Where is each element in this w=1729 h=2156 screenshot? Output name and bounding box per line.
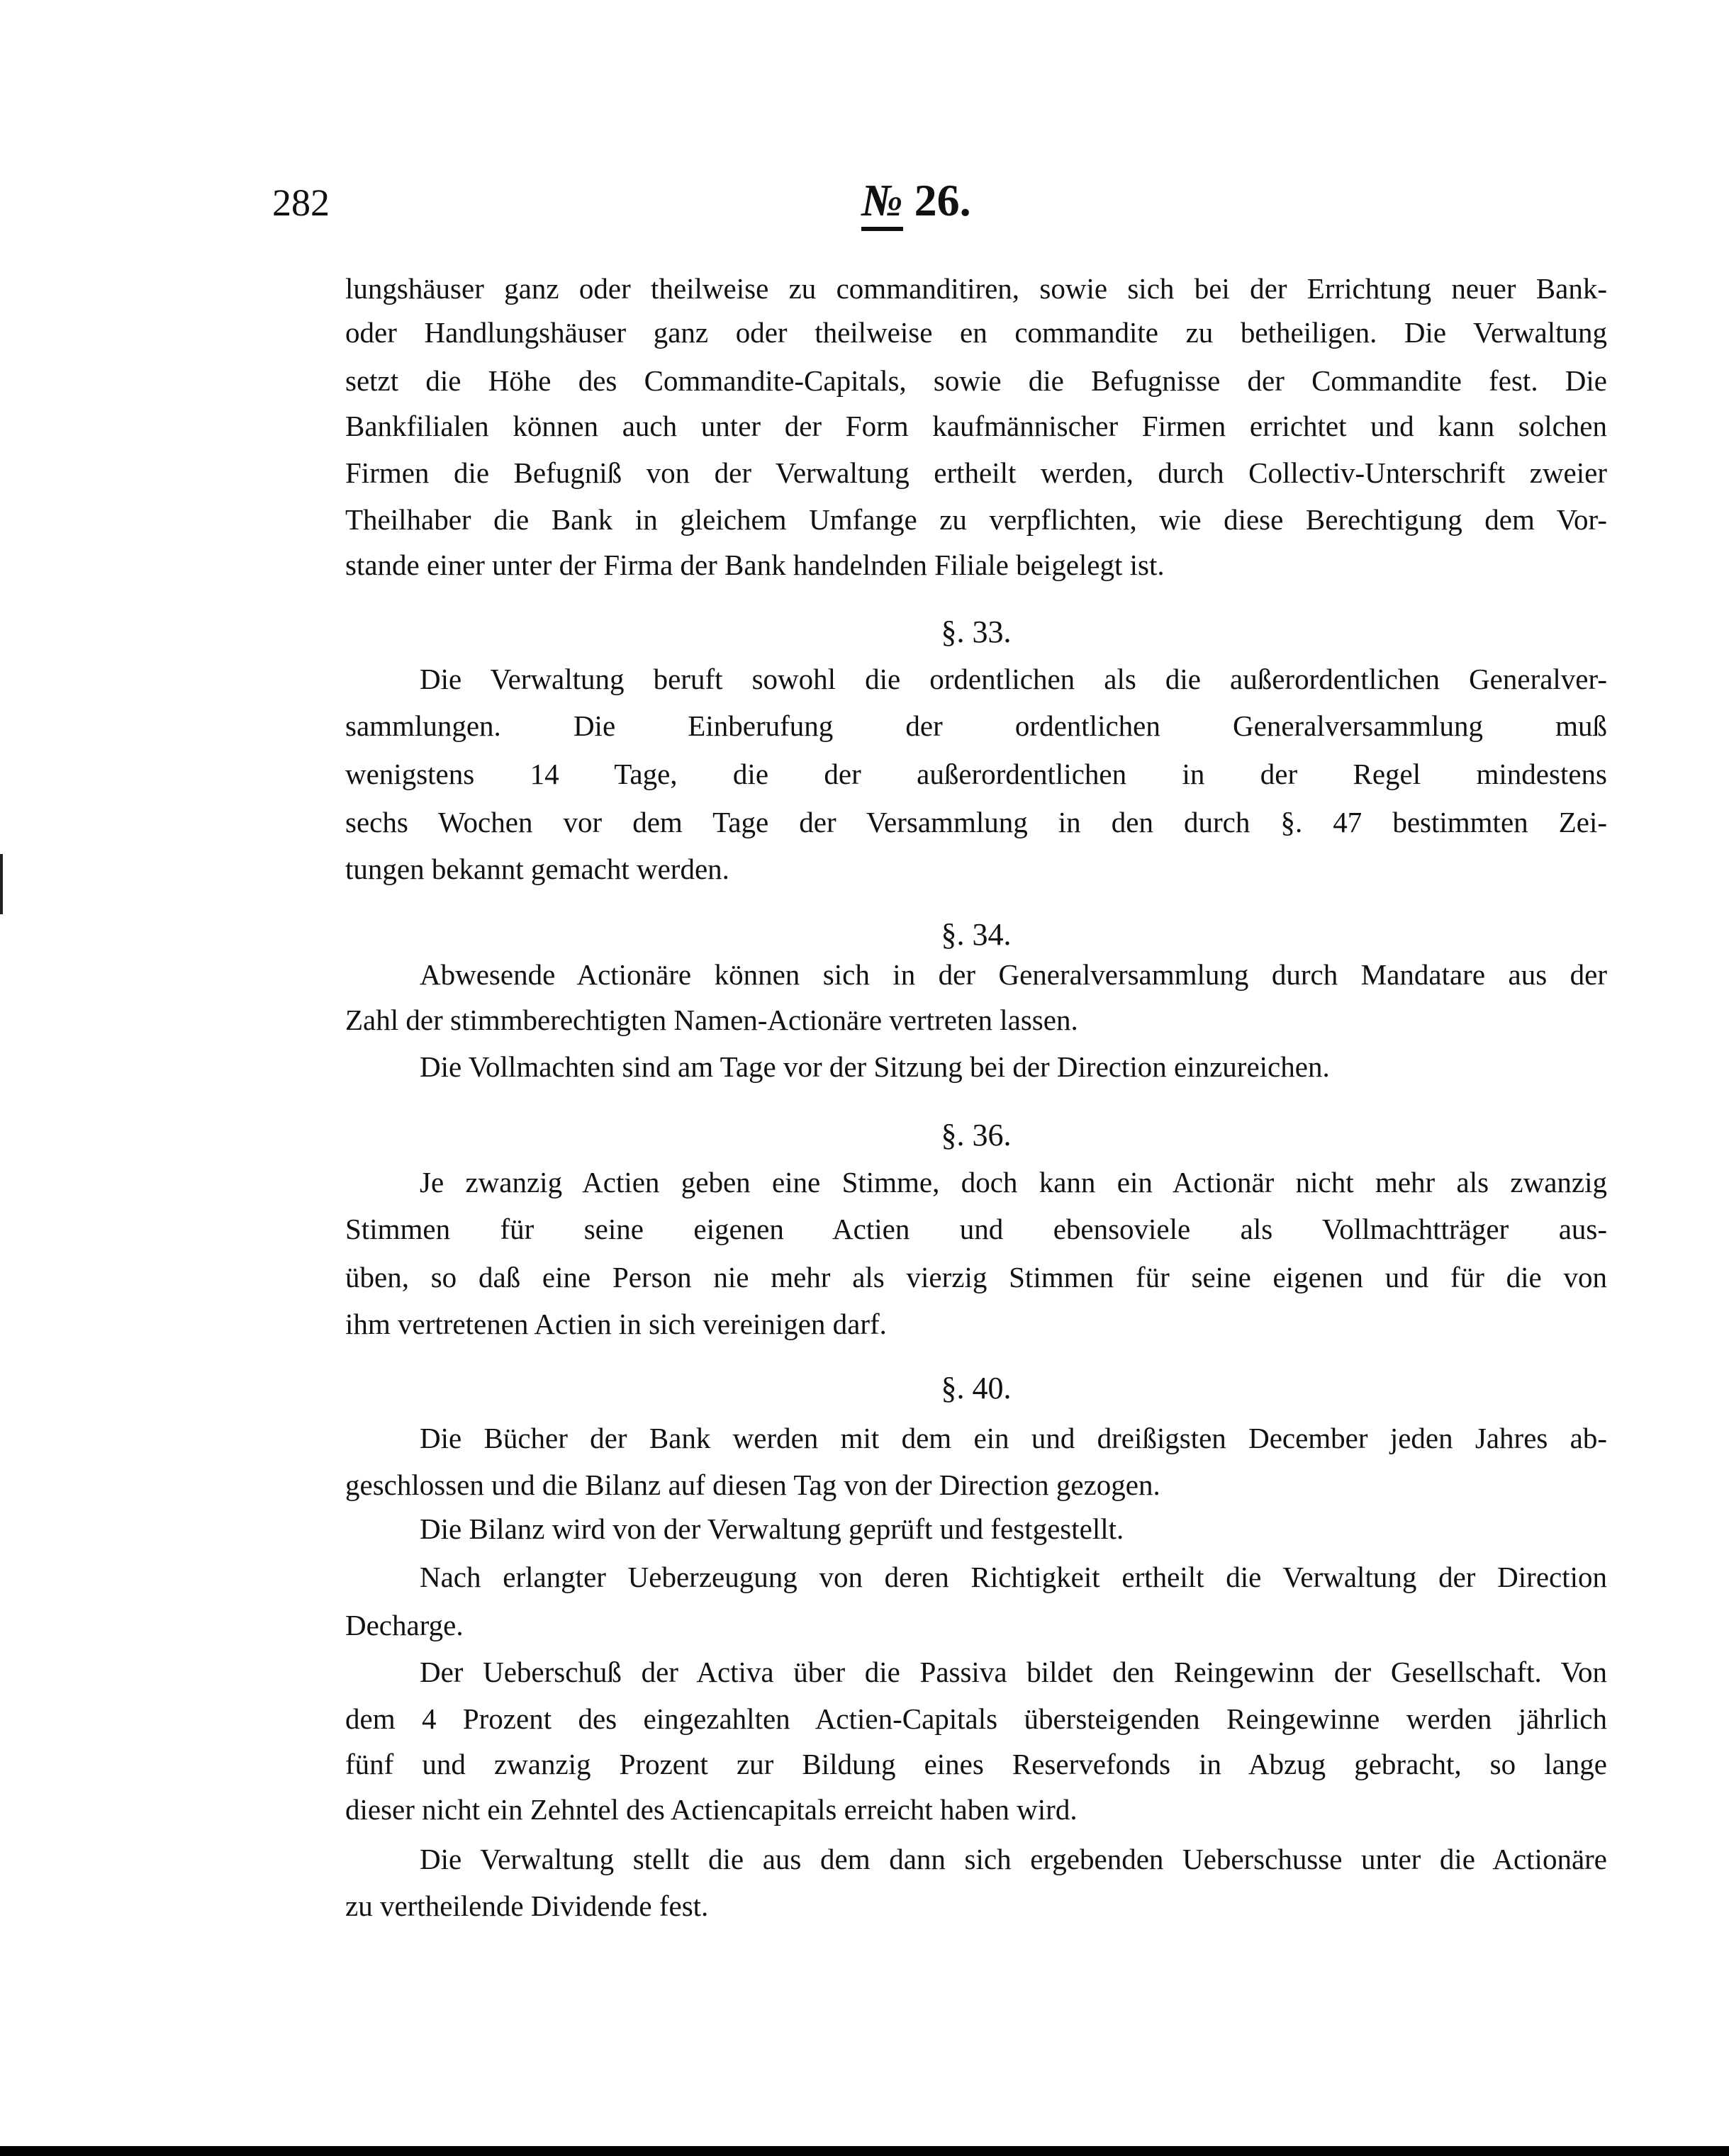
- text-line: lungshäuser ganz oder theilweise zu commanditiren, sowie sich bei der Errichtung neuer Bank-: [345, 272, 1607, 305]
- section-heading: §. 33.: [941, 614, 1012, 649]
- text-line: Die Bücher der Bank werden mit dem ein und dreißigsten December jeden Jahres ab-: [420, 1422, 1607, 1454]
- section-heading: §. 36.: [941, 1118, 1012, 1152]
- text-line: Der Ueberschuß der Activa über die Passiva bildet den Reingewinn der Gesellschaft. Von: [420, 1656, 1607, 1688]
- issue-number: [861, 174, 971, 231]
- numero-sign: №: [861, 174, 903, 231]
- text-line: sechs Wochen vor dem Tage der Versammlung in den durch §. 47 bestimmten Zei-: [345, 806, 1607, 838]
- page-number: 282: [272, 181, 330, 224]
- text-line: dieser nicht ein Zehntel des Actiencapitals erreicht haben wird.: [345, 1793, 1078, 1826]
- text-line: sammlungen. Die Einberufung der ordentlichen Generalversammlung muß: [345, 709, 1607, 742]
- text-line: Je zwanzig Actien geben eine Stimme, doch kann ein Actionär nicht mehr als zwanzig: [420, 1166, 1607, 1198]
- text-line: üben, so daß eine Person nie mehr als vierzig Stimmen für seine eigenen und für die von: [345, 1261, 1607, 1293]
- text-line: Nach erlangter Ueberzeugung von deren Richtigkeit ertheilt die Verwaltung der Direction: [420, 1561, 1607, 1593]
- text-line: Stimmen für seine eigenen Actien und ebensoviele als Vollmachtträger aus-: [345, 1213, 1607, 1245]
- text-line: Die Vollmachten sind am Tage vor der Sitzung bei der Direction einzureichen.: [420, 1050, 1330, 1083]
- issue-number-value: 26.: [914, 175, 971, 225]
- scan-bottom-border: [0, 2146, 1729, 2156]
- text-line: zu vertheilende Dividende fest.: [345, 1890, 709, 1922]
- section-heading: §. 40.: [941, 1371, 1012, 1405]
- text-line: tungen bekannt gemacht werden.: [345, 853, 729, 885]
- text-line: ihm vertretenen Actien in sich vereinigen darf.: [345, 1308, 887, 1340]
- text-line: setzt die Höhe des Commandite-Capitals, sowie die Befugnisse der Commandite fest. Die: [345, 364, 1607, 397]
- text-line: Abwesende Actionäre können sich in der Generalversammlung durch Mandatare aus der: [420, 958, 1607, 991]
- scan-edge-mark: [0, 854, 3, 914]
- text-line: stande einer unter der Firma der Bank handelnden Filiale beigelegt ist.: [345, 549, 1165, 581]
- text-line: Die Bilanz wird von der Verwaltung geprüft und festgestellt.: [420, 1512, 1124, 1545]
- text-line: geschlossen und die Bilanz auf diesen Tag von der Direction gezogen.: [345, 1469, 1160, 1501]
- text-line: wenigstens 14 Tage, die der außerordentlichen in der Regel mindestens: [345, 758, 1607, 790]
- text-line: Decharge.: [345, 1609, 464, 1641]
- text-line: Die Verwaltung beruft sowohl die ordentlichen als die außerordentlichen Generalver-: [420, 663, 1607, 695]
- text-line: Bankfilialen können auch unter der Form kaufmännischer Firmen errichtet und kann solchen: [345, 410, 1607, 442]
- text-line: oder Handlungshäuser ganz oder theilweise en commandite zu betheiligen. Die Verwaltung: [345, 316, 1607, 349]
- text-line: dem 4 Prozent des eingezahlten Actien-Capitals übersteigenden Reingewinne werden jährlich: [345, 1702, 1607, 1735]
- text-line: Theilhaber die Bank in gleichem Umfange zu verpflichten, wie diese Berechtigung dem Vor-: [345, 503, 1607, 536]
- text-line: fünf und zwanzig Prozent zur Bildung eines Reservefonds in Abzug gebracht, so lange: [345, 1748, 1607, 1780]
- text-line: Die Verwaltung stellt die aus dem dann sich ergebenden Ueberschusse unter die Actionäre: [420, 1843, 1607, 1875]
- text-line: Firmen die Befugniß von der Verwaltung ertheilt werden, durch Collectiv-Unterschrift zweier: [345, 456, 1607, 489]
- section-heading: §. 34.: [941, 917, 1012, 952]
- text-line: Zahl der stimmberechtigten Namen-Actionäre vertreten lassen.: [345, 1004, 1078, 1036]
